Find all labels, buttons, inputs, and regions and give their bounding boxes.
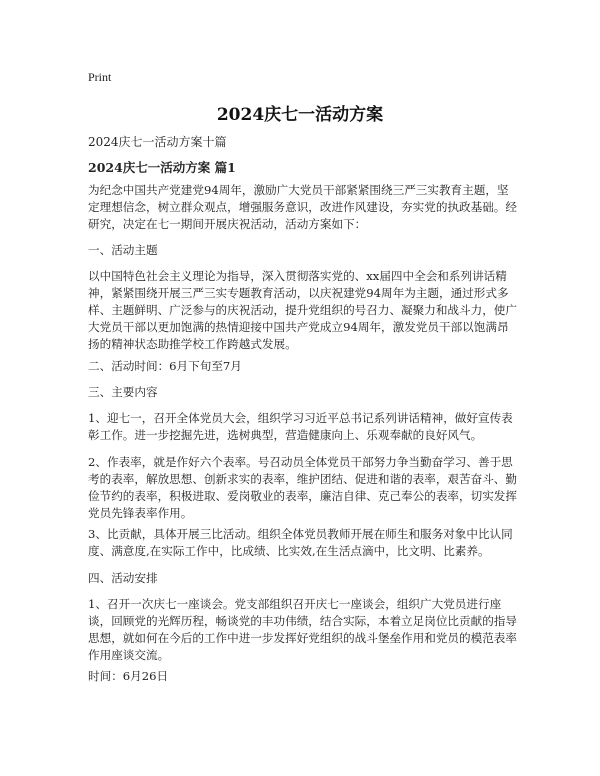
content-item-1: 1、迎七一，召开全体党员大会，组织学习习近平总书记系列讲话精神，做好宣传表彰工作。进一步挖掘先进，选树典型，营造健康向上、乐观奉献的良好风气。 [88,411,513,442]
arrangement-item-1: 1、召开一次庆七一座谈会。党支部组织召开庆七一座谈会，组织广大党员进行座谈，回顾党的光辉历程，畅谈党的丰功伟绩，结合实际，本着立足岗位比贡献的指导思想，就如何在今后的工作中进一步发挥好党组织的战斗堡垒作用和党员的模范表率作用座谈交流。 [88,597,517,662]
heading-main-content: 三、主要内容 [88,385,158,399]
page-title: 2024庆七一活动方案 [216,105,384,125]
document-subtitle: 2024庆七一活动方案十篇 [88,135,227,149]
intro-paragraph: 为纪念中国共产党建党94周年，激励广大党员干部紧紧围绕三严三实教育主题，坚定理想信念，树立群众观点，增强服务意识，改进作风建设，夯实党的执政基础。经研究，决定在七一期间开展庆祝活动，活动方案如下： [88,183,517,231]
print-link[interactable]: Print [88,70,112,84]
content-item-2: 2、作表率，就是作好六个表率。号召动员全体党员干部努力争当勤奋学习、善于思考的表率，解放思想、创新求实的表率，维护团结、促进和谐的表率，艰苦奋斗、勤俭节约的表率，积极进取、爱岗敬业的表率，廉洁自律、克己奉公的表率，切实发挥党员先锋表率作用。 [88,455,517,520]
heading-activity-theme: 一、活动主题 [88,243,158,257]
heading-activity-arrangement: 四、活动安排 [88,571,158,585]
arrangement-time: 时间：6月26日 [88,669,169,683]
theme-paragraph: 以中国特色社会主义理论为指导，深入贯彻落实党的、xx届四中全会和系列讲话精神，紧紧围绕开展三严三实专题教育活动，以庆祝建党94周年为主题，通过形式多样、主题鲜明、广泛参与的庆祝活动，提升党组织的号召力、凝聚力和战斗力，使广大党员干部以更加饱满的热情迎接中国共产党成立94周年，激发党员干部以饱满昂扬的精神状态助推学校工作跨越式发展。 [88,269,517,351]
heading-activity-time: 二、活动时间：6月下旬至7月 [88,359,242,373]
content-item-3: 3、比贡献，具体开展三比活动。组织全体党员教师开展在师生和服务对象中比认同度、满意度,在实际工作中，比成绩、比实效,在生活点滴中，比文明、比素养。 [88,527,513,558]
section-heading: 2024庆七一活动方案 篇1 [88,160,236,175]
